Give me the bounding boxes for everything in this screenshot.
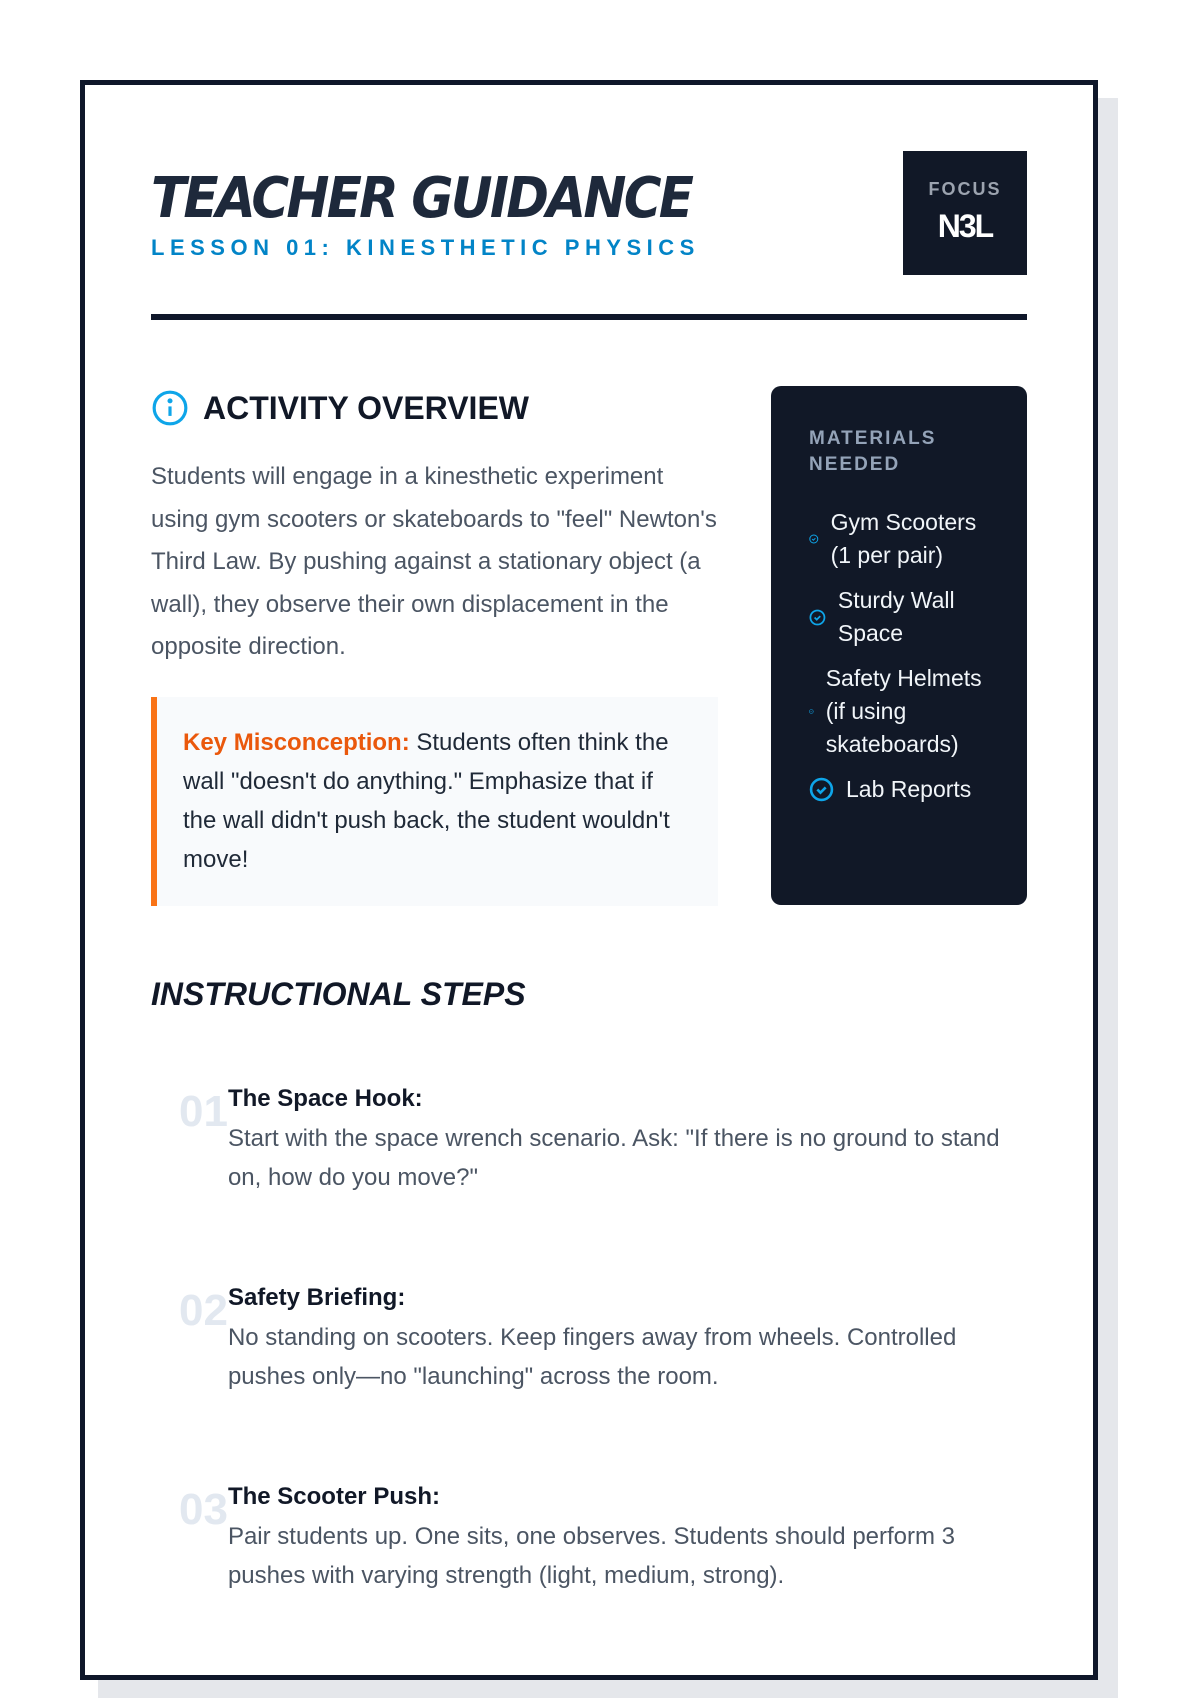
material-item	[809, 584, 989, 650]
callout-label: Key Misconception:	[183, 728, 410, 756]
focus-label: FOCUS	[928, 179, 1002, 199]
step-title: Safety Briefing:	[227, 1283, 406, 1311]
material-item	[809, 662, 989, 761]
page-title: TEACHER GUIDANCE	[151, 166, 692, 231]
step-title: The Scooter Push:	[227, 1482, 440, 1510]
steps-list	[151, 1083, 1027, 1616]
lesson-subtitle: LESSON 01: KINESTHETIC PHYSICS	[151, 235, 700, 260]
material-item	[809, 773, 989, 806]
material-text: Sturdy Wall Space	[837, 587, 955, 646]
step-description: Pair students up. One sits, one observes. Students should perform 3 pushes with varying strength (light, medium, strong).	[227, 1522, 956, 1589]
misconception-callout	[151, 697, 718, 906]
callout-text: Students often think the wall "doesn't do anything." Emphasize that if the wall didn't push back, the student wouldn't move!	[183, 728, 670, 873]
check-circle-icon	[809, 777, 834, 802]
guidance-card	[80, 80, 1098, 1680]
step-description: No standing on scooters. Keep fingers away from wheels. Controlled pushes only—no "launching" across the room.	[227, 1323, 957, 1390]
material-text: Safety Helmets (if using skateboards)	[825, 665, 982, 757]
overview-section	[151, 386, 1027, 906]
info-icon	[151, 389, 189, 427]
step-number: 02	[179, 1285, 228, 1335]
material-text: Lab Reports	[846, 776, 972, 802]
step-number: 03	[179, 1484, 228, 1534]
header	[151, 151, 1027, 275]
overview-body: Students will engage in a kinesthetic experiment using gym scooters or skateboards to "feel" Newton's Third Law. By pushing against a stationary object (a wall), they observe their own displacement in the opposite direction.	[151, 463, 717, 660]
material-text: Gym Scooters (1 per pair)	[830, 509, 977, 568]
focus-value: N3L	[937, 208, 993, 244]
materials-panel	[771, 386, 1027, 905]
step-item	[151, 1282, 1027, 1417]
step-title: The Space Hook:	[227, 1084, 423, 1112]
step-description: Start with the space wrench scenario. Ask: "If there is no ground to stand on, how do you move?"	[227, 1124, 1000, 1191]
focus-badge	[903, 151, 1027, 275]
check-circle-icon	[809, 531, 819, 547]
step-item	[151, 1083, 1027, 1218]
overview-heading	[151, 386, 718, 430]
check-circle-icon	[809, 607, 826, 628]
overview-heading-text: ACTIVITY OVERVIEW	[203, 389, 529, 426]
divider	[151, 314, 1027, 320]
materials-heading: MATERIALS NEEDED	[809, 428, 937, 475]
step-item	[151, 1481, 1027, 1616]
material-item	[809, 506, 989, 572]
step-number: 01	[179, 1086, 228, 1136]
steps-heading: INSTRUCTIONAL STEPS	[151, 975, 526, 1012]
check-circle-icon	[809, 706, 814, 717]
